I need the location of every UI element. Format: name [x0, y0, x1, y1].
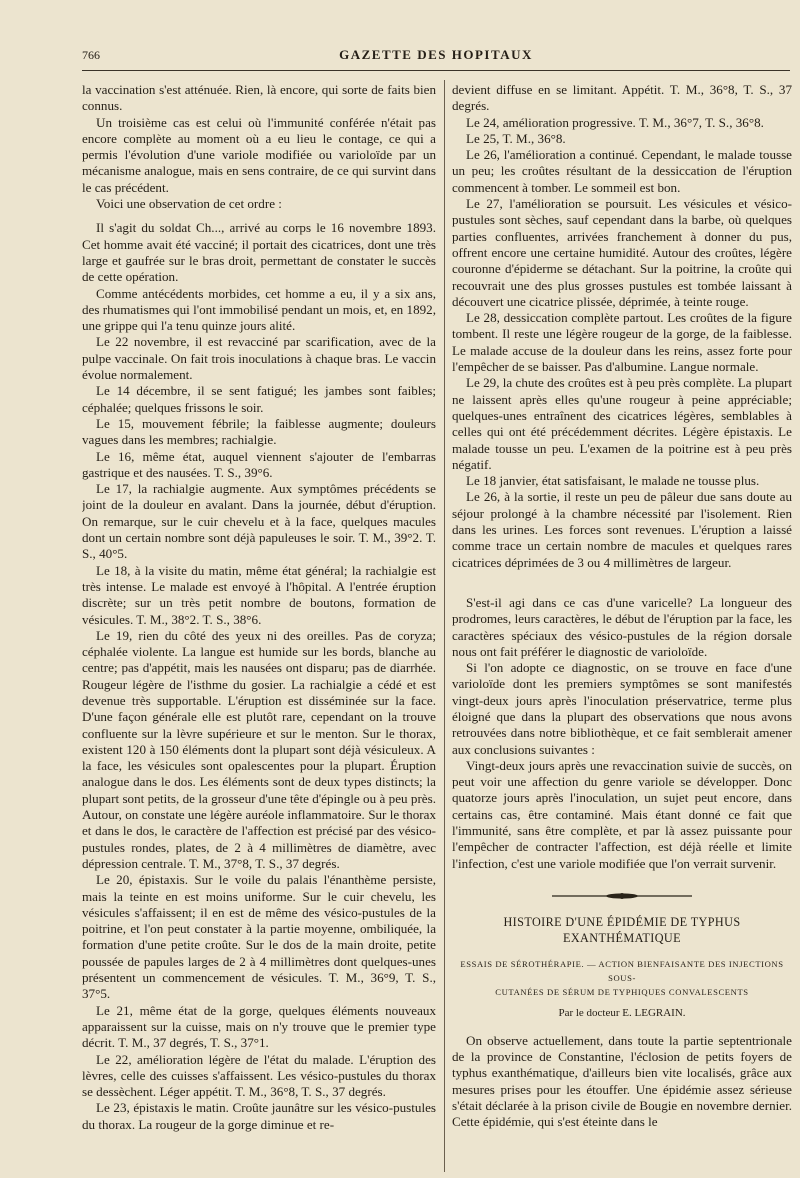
- paragraph: Le 27, l'amélioration se poursuit. Les vésicules et vésico-pustules sont sèches, sauf cependant dans la barbe, où quelques parties confluentes, arrivées franchement à donner du pus, offrent encore une certaine humidité. Autour des croûtes, légère couronne d'épiderme se détachant. Sur la poitrine, la croûte qui recouvrait une des plus grosses pustules est tombée laissant à découvert une cicatrice plissée, déprimée, à teinte rouge.: [452, 196, 792, 309]
- paragraph: Le 19, rien du côté des yeux ni des oreilles. Pas de coryza; céphalée violente. La langue est humide sur les bords, blanche au centre; pas d'appétit, mais les nausées ont disparu; pas de diarrhée. Rougeur légère de l'isthme du gosier. La rachialgie a cédé et est devenue très supportable. L'éruption est disséminée sur la face. D'une façon générale elle est plutôt rare, cependant on la trouve confluente sur la lèvre supérieure et sur le menton. Sur le thorax, existent 120 à 150 éléments dont la plupart sont déjà vésiculeux. A la face, les vésicules sont opalescentes pour la plupart. Éruption analogue dans le dos. Les éléments sont de deux types distincts; la plupart sont petits, de la grosseur d'une tête d'épingle ou à peu près. Autour, on constate une légère auréole inflammatoire. Sur le thorax et dans le dos, le caractère de l'affection est précisé par des vésico-pustules rondes, plates, de 2 à 4 millimètres de diamètre, avec dépression centrale. T. M., 37°8, T. S., 37 degrés.: [82, 627, 436, 871]
- paragraph: Le 18 janvier, état satisfaisant, le malade ne tousse plus.: [466, 473, 760, 489]
- article-title: HISTOIRE D'UNE ÉPIDÉMIE DE TYPHUS EXANTHÉMATIQUE: [503, 914, 741, 946]
- paragraph: Comme antécédents morbides, cet homme a eu, il y a six ans, des rhumatismes qui l'ont immobilisé pendant un mois, et, en 1892, une grippe qui l'a tenu quinze jours alité.: [82, 285, 436, 334]
- article-subtitle-line: ESSAIS DE SÉROTHÉRAPIE. — ACTION BIENFAISANTE DES INJECTIONS SOUS-: [460, 958, 784, 983]
- paragraph: Le 16, même état, auquel viennent s'ajouter de l'embarras gastrique et des nausées. T. S., 39°6.: [82, 448, 436, 480]
- paragraph: On observe actuellement, dans toute la partie septentrionale de la province de Constantine, l'éclosion de petits foyers de typhus exanthématique, d'ailleurs bien vite localisés, grâce aux mesures prises pour les étouffer. Une épidémie assez sérieuse s'était déclarée à la prison civile de Bougie en novembre dernier. Cette épidémie, qui s'est éteinte dans le: [452, 1032, 792, 1130]
- discussion-section: [452, 595, 792, 872]
- page-number: 766: [82, 48, 100, 62]
- article-byline: Par le docteur E. LEGRAIN.: [558, 1006, 686, 1019]
- article-subtitle: [452, 957, 792, 999]
- paragraph: Le 20, épistaxis. Sur le voile du palais l'énanthème persiste, mais la teinte en est moins uniforme. Sur le cuir chevelu, les vésicules s'affaissent; il en est de même des vésico-pustules de la poitrine, et l'on peut constater à la partie moyenne, ombiliquée, la formation d'une petite croûte. Sur le dos de la main droite, petite poussée de papules larges de 2 à 4 millimètres dont quelques-unes présentent un commencement de vésicules. T. M., 36°9, T. S., 37°5.: [82, 872, 436, 1002]
- paragraph: Le 26, à la sortie, il reste un peu de pâleur due sans doute au séjour prolongé à la chambre nécessité par l'isolement. Rien dans les urines. Les forces sont revenues. L'éruption a laissé comme trace un certain nombre de macules et quelques rares cicatrices déprimées de 3 ou 4 millimètres de largeur.: [452, 489, 792, 570]
- section-ornament: [452, 884, 792, 908]
- paragraph: devient diffuse en se limitant. Appétit. T. M., 36°8, T. S., 37 degrés.: [452, 82, 792, 114]
- left-column: [82, 82, 436, 1172]
- paragraph: Le 18, à la visite du matin, même état général; la rachialgie est très intense. Le malade est envoyé à l'hôpital. A l'entrée éruption discrète; sur un très petit nombre de boutons, formation de vésicules. T. M., 38°2. T. S., 38°6.: [82, 562, 436, 627]
- column-divider: [444, 80, 445, 1172]
- paragraph: Le 17, la rachialgie augmente. Aux symptômes précédents se joint de la douleur en avalant. Dans la journée, début d'éruption. On remarque, sur le cuir chevelu et à la face, quelques macules dont un certain nombre sont déjà papuleuses le soir. T. M., 39°2. T. S., 40°5.: [82, 481, 436, 562]
- paragraph: Vingt-deux jours après une revaccination suivie de succès, on peut voir une affection du genre variole se développer. Donc quatorze jours après l'inoculation, un sujet peut encore, dans certains cas, être contaminé. Mais étant donné ce fait que l'immunité, sans être complète, et par là assez puissante pour l'empêcher de contracter l'affection, est déjà réelle et limite l'infection, c'est une variole modifiée que l'on verrait survenir.: [452, 757, 792, 871]
- paragraph: Le 23, épistaxis le matin. Croûte jaunâtre sur les vésico-pustules du thorax. La rougeur de la gorge diminue et re-: [82, 1100, 436, 1132]
- paragraph: la vaccination s'est atténuée. Rien, là encore, qui sorte de faits bien connus.: [82, 82, 436, 114]
- paragraph: Voici une observation de cet ordre :: [96, 196, 282, 212]
- article-subtitle-line: CUTANÉES DE SÉRUM DE TYPHIQUES CONVALESCENTS: [495, 986, 749, 997]
- observation-continuation: [452, 82, 792, 571]
- paragraph: S'est-il agi dans ce cas d'une varicelle? La longueur des prodromes, leurs caractères, le début de l'éruption par la face, les caractères spéciaux des vésico-pustules de la région dorsale nous ont fait préférer le diagnostic de varioloïde.: [452, 594, 792, 659]
- paragraph: Le 14 décembre, il se sent fatigué; les jambes sont faibles; céphalée; quelques frissons le soir.: [82, 383, 436, 415]
- header-rule: [82, 70, 790, 71]
- page-header: [82, 44, 790, 70]
- article-body: [452, 1033, 792, 1131]
- paragraph: Le 24, amélioration progressive. T. M., 36°7, T. S., 36°8.: [466, 114, 764, 130]
- paragraph: Le 28, dessiccation complète partout. Les croûtes de la figure tombent. Il reste une légère rougeur de la gorge, de la faiblesse. Le malade accuse de la douleur dans les reins, assez forte pour l'empêcher de se baisser. Pas d'albumine. Langue normale.: [452, 310, 792, 375]
- journal-title: GAZETTE DES HOPITAUX: [339, 47, 533, 62]
- paragraph: Le 21, même état de la gorge, quelques éléments nouveaux apparaissent sur la cuisse, mais on n'y trouve que le premier type décrit. T. M., 37 degrés, T. S., 37°1.: [82, 1002, 436, 1051]
- paragraph: Un troisième cas est celui où l'immunité conférée n'était pas encore complète au moment où a eu lieu le contage, ce qui a permis l'évolution d'une variole modifiée ou varioloïde par un mécanisme analogue, mais en sens contraire, de ce qui survint dans le cas précédent.: [82, 114, 436, 195]
- paragraph: Le 15, mouvement fébrile; la faiblesse augmente; douleurs vagues dans les membres; rachialgie.: [82, 415, 436, 448]
- right-column: [452, 82, 792, 1172]
- paragraph: Le 26, l'amélioration a continué. Cependant, le malade tousse un peu; les croûtes résultant de la dessiccation de l'éruption commencent à tomber. Le sommeil est bon.: [452, 147, 792, 195]
- ornament-divider-icon: [472, 884, 772, 908]
- paragraph: Le 25, T. M., 36°8.: [466, 130, 566, 146]
- paragraph: Si l'on adopte ce diagnostic, on se trouve en face d'une varioloïde dont les premiers symptômes se sont manifestés vingt-deux jours après l'inoculation préservatrice, terme plus éloigné que dans la plupart des observations que nous avons retrouvées dans notre bibliothèque, et ce fait semblerait amener aux conclusions suivantes :: [452, 660, 792, 757]
- paragraph: Le 22, amélioration légère de l'état du malade. L'éruption des lèvres, celle des cuisses s'affaissent. Les vésico-pustules du thorax se dessèchent. Léger appétit. T. M., 36°8, T. S., 37 degrés.: [82, 1051, 436, 1100]
- paragraph: Le 29, la chute des croûtes est à peu près complète. La plupart ne laissent après elles qu'une rougeur à peine appréciable; quelques-unes entraînent des cicatrices légères, semblables à celles qui ont été précédemment décrites. Légère épistaxis. Le malade tousse un peu. L'examen de la poitrine est à peu près négatif.: [452, 375, 792, 472]
- paragraph: Il s'agit du soldat Ch..., arrivé au corps le 16 novembre 1893. Cet homme avait été vacciné; il portait des cicatrices, dont une très large et gaufrée sur le bras droit, permettant de constater le succès de cette opération.: [82, 220, 436, 285]
- paragraph: Le 22 novembre, il est revacciné par scarification, avec de la pulpe vaccinale. On fait trois inoculations à chaque bras. Le vaccin évolue normalement.: [82, 334, 436, 383]
